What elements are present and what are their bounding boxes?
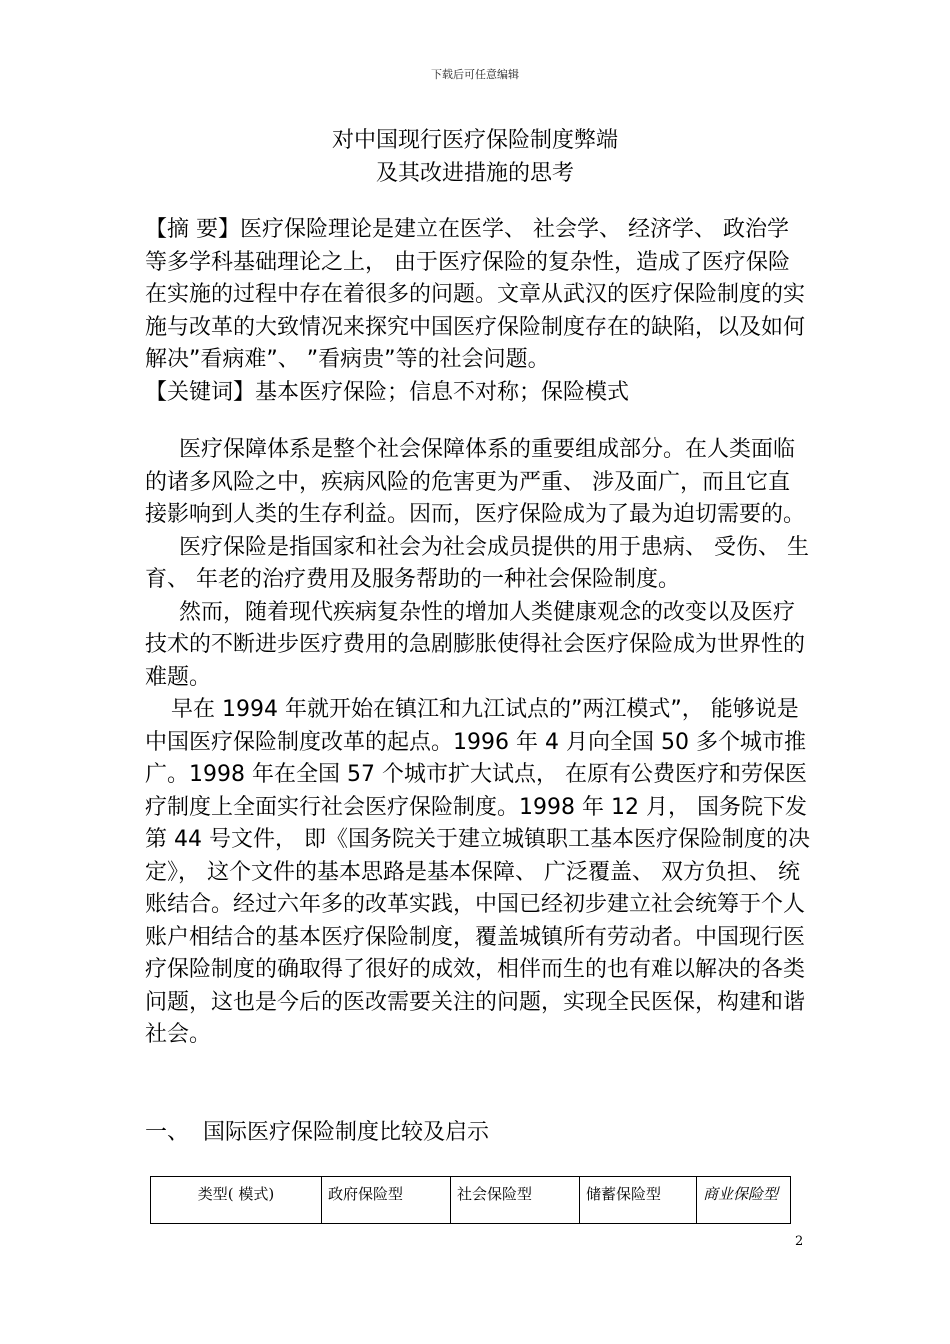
- paragraph-3: 然而，随着现代疾病复杂性的增加人类健康观念的改变以及医疗技术的不断进步医疗费用的急剧膨胀使得社会医疗保险成为世界性的难题。: [145, 599, 806, 690]
- title-line-2: 及其改进措施的思考: [375, 161, 574, 186]
- main-body: [145, 434, 810, 1052]
- paragraph-4: 早在 1994 年就开始在镇江和九江试点的”两江模式”， 能够说是中国医疗保险制度改革的起点。1996 年 4 月向全国 50 多个城市推广。1998 年在全国 57 个城市扩大试点， 在原有公费医疗和劳保医疗制度上全面实行社会医疗保险制度。1998 年 12 月， 国务院下发第 44 号文件， 即《国务院关于建立城镇职工基本医疗保险制度的决定》， 这个文件的基本思路是基本保障、 广泛覆盖、 双方负担、 统账结合。经过六年多的改革实践，中国已经初步建立社会统筹于个人账户相结合的基本医疗保险制度，覆盖城镇所有劳动者。中国现行医疗保险制度的确取得了很好的成效，相伴而生的也有难以解决的各类问题，这也是今后的医改需要关注的问题，实现全民医保，构建和谐社会。: [145, 697, 810, 1047]
- table-header-cell: 类型( 模式): [151, 1177, 322, 1224]
- title-line-1: 对中国现行医疗保险制度弊端: [331, 128, 618, 153]
- table-row: [151, 1177, 791, 1224]
- page-header: 下载后可任意编辑: [431, 68, 519, 81]
- table-header-cell: 储蓄保险型: [580, 1177, 697, 1224]
- paragraph-1: 医疗保障体系是整个社会保障体系的重要组成部分。在人类面临的诸多风险之中，疾病风险的危害更为严重、 涉及面广，而且它直接影响到人类的生存利益。因而，医疗保险成为了最为迫切需要的。: [145, 437, 806, 527]
- section-number: 一、: [145, 1120, 190, 1145]
- document-title: [0, 124, 950, 190]
- paragraph-2: 医疗保险是指国家和社会为社会成员提供的用于患病、 受伤、 生育、 年老的治疗费用及服务帮助的一种社会保险制度。: [145, 534, 809, 592]
- section-heading: [145, 1117, 489, 1149]
- table-header-cell: 社会保险型: [451, 1177, 580, 1224]
- page-number: 2: [795, 1234, 804, 1249]
- abstract-section: [145, 214, 810, 409]
- table-header-cell: 商业保险型: [697, 1177, 791, 1224]
- insurance-mode-table: [150, 1176, 791, 1224]
- section-title: 国际医疗保险制度比较及启示: [203, 1120, 490, 1145]
- abstract-text: 【摘 要】医疗保险理论是建立在医学、 社会学、 经济学、 政治学等多学科基础理论之上， 由于医疗保险的复杂性，造成了医疗保险在实施的过程中存在着很多的问题。文章从武汉的医疗保险制度的实施与改革的大致情况来探究中国医疗保险制度存在的缺陷，以及如何解决”看病难”、 ”看病贵”等的社会问题。: [145, 217, 806, 372]
- table-header-cell: 政府保险型: [322, 1177, 451, 1224]
- keywords-text: 【关键词】基本医疗保险；信息不对称；保险模式: [145, 379, 630, 405]
